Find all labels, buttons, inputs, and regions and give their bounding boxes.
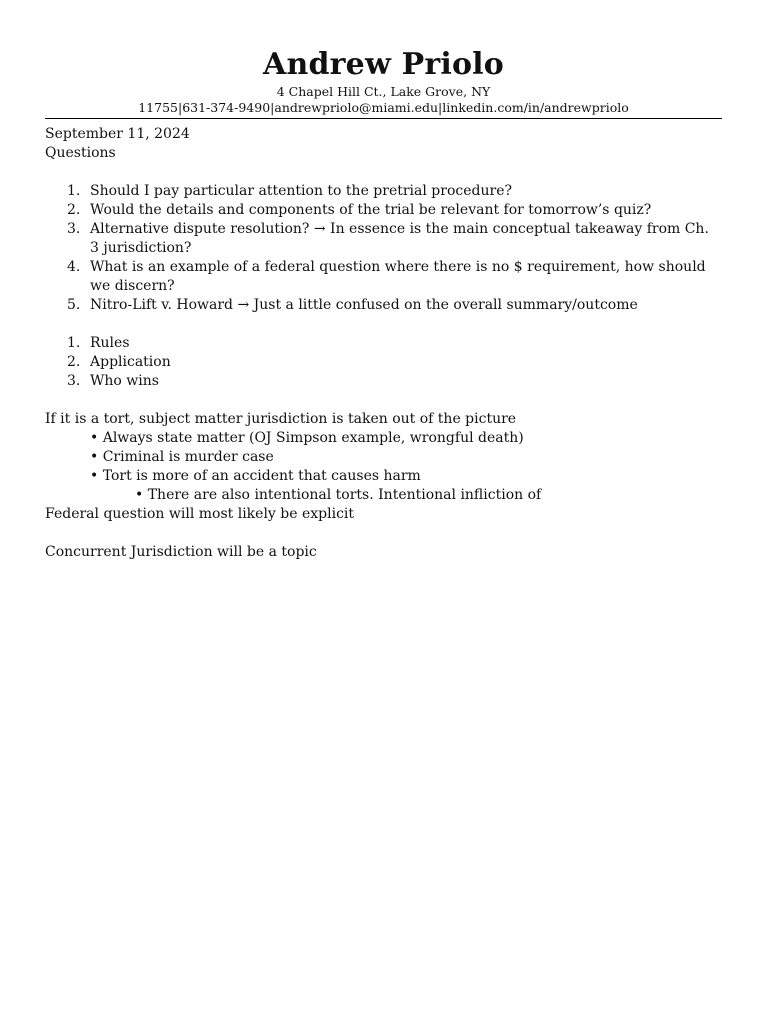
list-number: 4. xyxy=(67,259,81,275)
list-item-text: Would the details and components of the trial be relevant for tomorrow’s quiz? xyxy=(90,202,652,218)
list-item xyxy=(67,258,722,296)
bullet-item: • Criminal is murder case xyxy=(90,449,274,465)
list-number: 5. xyxy=(67,297,81,313)
list-item-text: Application xyxy=(90,354,171,370)
list-number: 3. xyxy=(67,221,81,237)
date-line: September 11, 2024 xyxy=(45,126,190,142)
spacer xyxy=(45,391,722,410)
spacer xyxy=(45,163,722,182)
tort-line: If it is a tort, subject matter jurisdiction is taken out of the picture xyxy=(45,411,517,427)
author-name: Andrew Priolo xyxy=(262,47,504,82)
sub-bullet-item: • There are also intentional torts. Intentional infliction of xyxy=(135,487,542,503)
list-item-text: Who wins xyxy=(90,373,159,389)
list-item-text: Should I pay particular attention to the pretrial procedure? xyxy=(90,183,512,199)
list-item xyxy=(67,220,722,258)
list-item-text: Rules xyxy=(90,335,130,351)
document-body xyxy=(45,125,722,562)
concurrent-jurisdiction-line: Concurrent Jurisdiction will be a topic xyxy=(45,544,317,560)
author-contact: 11755|631-374-9490|andrewpriolo@miami.edu|linkedin.com/in/andrewpriolo xyxy=(138,100,629,115)
list-number: 3. xyxy=(67,373,81,389)
list-number: 1. xyxy=(67,183,81,199)
list-item xyxy=(67,296,722,315)
list-item xyxy=(67,353,722,372)
list-item-text: Nitro-Lift v. Howard → Just a little confused on the overall summary/outcome xyxy=(90,297,638,313)
list-number: 2. xyxy=(67,354,81,370)
bullet-item: • Always state matter (OJ Simpson example, wrongful death) xyxy=(90,430,524,446)
list-item xyxy=(67,372,722,391)
steps-list xyxy=(45,334,722,391)
spacer xyxy=(45,524,722,543)
questions-heading: Questions xyxy=(45,145,116,161)
list-item xyxy=(67,182,722,201)
questions-list xyxy=(45,182,722,315)
list-item-text: What is an example of a federal question where there is no $ requirement, how should we discern? xyxy=(90,259,706,294)
list-number: 2. xyxy=(67,202,81,218)
bullet-item: • Tort is more of an accident that causes harm xyxy=(90,468,421,484)
header-divider xyxy=(45,118,722,119)
letterhead xyxy=(45,46,722,116)
author-address: 4 Chapel Hill Ct., Lake Grove, NY xyxy=(276,84,491,99)
list-item-text: Alternative dispute resolution? → In essence is the main conceptual takeaway from Ch. 3 jurisdiction? xyxy=(90,221,709,256)
federal-question-line: Federal question will most likely be explicit xyxy=(45,506,355,522)
spacer xyxy=(45,315,722,334)
list-number: 1. xyxy=(67,335,81,351)
list-item xyxy=(67,201,722,220)
list-item xyxy=(67,334,722,353)
